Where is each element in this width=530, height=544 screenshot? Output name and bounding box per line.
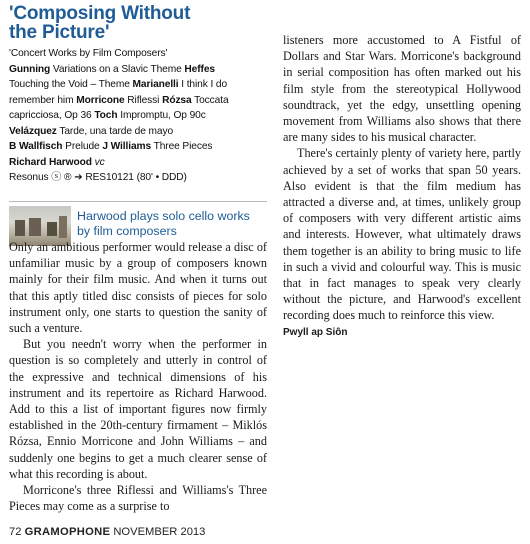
paragraph: listeners more accustomed to A Fistful of Dollars and Star Wars. Morricone's background in serial composition has often marked out his film style from the stereotypical Hollywood soundtrack, yet the edgy, unsettling opening movement from Williams also shows that there are many sides to his musical character.	[283, 33, 521, 145]
credits-line-4: remember him Morricone Riflessi Rózsa Toccata	[9, 94, 229, 106]
credits-line-7: B Wallfisch Prelude J Williams Three Pieces	[9, 141, 213, 152]
paragraph: Only an ambitious performer would release a disc of unfamiliar music by a group of composers known mainly for their film music. And when it turns out that this aptly titled disc consists of pieces for solo instrument only, one starts to question the sanity of such a venture.	[9, 240, 267, 336]
credits-album-title: 'Concert Works by Film Composers'	[9, 48, 168, 59]
title-line-2: the Picture'	[9, 22, 110, 43]
left-column-body	[9, 239, 267, 514]
credits-line-2: Gunning Variations on a Slavic Theme Heffes	[9, 63, 215, 75]
page-number: 72	[9, 526, 22, 538]
paragraph: But you needn't worry when the performer in question is so completely and utterly in control of the expressive and technical dimensions of his instrument and its repertoire as Richard Harwood. Add to this a list of important figures now firmly established in the 20th-century firmament – Miklós Rózsa, Ennio Morricone and John Williams – and suddenly one begins to get a much clearer sense of what this recording is about.	[9, 337, 267, 481]
credits-line-5: capricciosa, Op 36 Toch Impromptu, Op 90c	[9, 110, 206, 121]
paragraph: There's certainly plenty of variety here, partly achieved by a set of works that span 50 years. Also evident is that the film medium has attracted a diverse and, at times, unlikely group of composers with very different artistic aims and interests. However, what ultimately draws them together is an ability to bring music to life in such a vivid and colourful way. This is music that in fact manages to speak very clearly without the picture, and Harwood's excellent recording does much to reinforce this view.	[283, 146, 521, 323]
credits-line-6: Velázquez Tarde, una tarde de mayo	[9, 125, 174, 137]
paragraph: Morricone's three Riflessi and Williams's Three Pieces may come as a surprise to	[9, 483, 267, 514]
title-line-1: 'Composing Without	[9, 3, 191, 24]
credits-line-3: Touching the Void – Theme Marianelli I think I do	[9, 79, 228, 90]
right-column-body	[283, 32, 521, 341]
credits-performer: Richard Harwood vc	[9, 156, 105, 168]
issue-date: NOVEMBER 2013	[113, 526, 206, 538]
divider	[9, 201, 267, 202]
magazine-name: GRAMOPHONE	[24, 526, 111, 538]
review-header	[9, 4, 267, 186]
review-credits	[9, 46, 267, 186]
page-footer	[9, 526, 205, 538]
review-subheading: Harwood plays solo cello works by film composers	[77, 209, 250, 238]
review-title	[9, 4, 267, 42]
credits-label-catalogue: Resonus ⓢ ® ➔ RES10121 (80' • DDD)	[9, 172, 187, 183]
reviewer-byline: Pwyll ap Siôn	[283, 326, 348, 338]
